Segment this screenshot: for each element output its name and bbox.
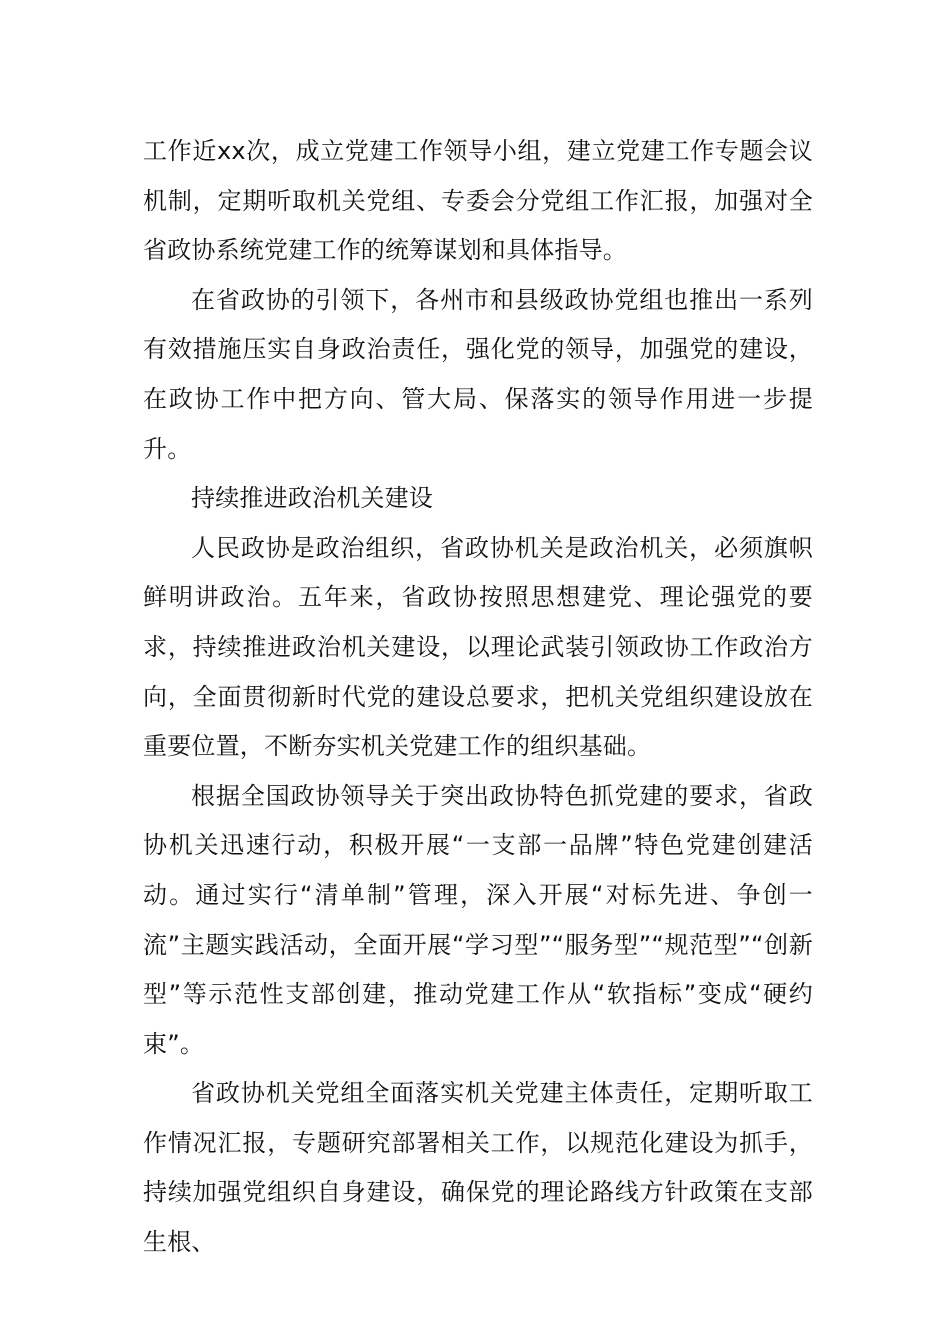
document-body (143, 127, 813, 1268)
paragraph-5: 省政协机关党组全面落实机关党建主体责任，定期听取工作情况汇报，专题研究部署相关工作，以规范化建设为抓手，持续加强党组织自身建设，确保党的理论路线方针政策在支部生根、 (143, 1079, 813, 1257)
paragraph-3: 人民政协是政治组织，省政协机关是政治机关，必须旗帜鲜明讲政治。五年来，省政协按照思想建党、理论强党的要求，持续推进政治机关建设，以理论武装引领政协工作政治方向，全面贯彻新时代党的建设总要求，把机关党组织建设放在重要位置，不断夯实机关党建工作的组织基础。 (143, 533, 813, 761)
paragraph-4: 根据全国政协领导关于突出政协特色抓党建的要求，省政协机关迅速行动，积极开展“一支部一品牌”特色党建创建活动。通过实行“清单制”管理，深入开展“对标先进、争创一流”主题实践活动，全面开展“学习型”“服务型”“规范型”“创新型”等示范性支部创建，推动党建工作从“软指标”变成“硬约束”。 (143, 781, 813, 1058)
section-heading: 持续推进政治机关建设 (191, 484, 433, 513)
paragraph-2: 在省政协的引领下，各州市和县级政协党组也推出一系列有效措施压实自身政治责任，强化党的领导，加强党的建设，在政协工作中把方向、管大局、保落实的领导作用进一步提升。 (143, 285, 813, 463)
paragraph-1: 工作近xx次，成立党建工作领导小组，建立党建工作专题会议机制，定期听取机关党组、专委会分党组工作汇报，加强对全省政协系统党建工作的统筹谋划和具体指导。 (143, 137, 813, 265)
